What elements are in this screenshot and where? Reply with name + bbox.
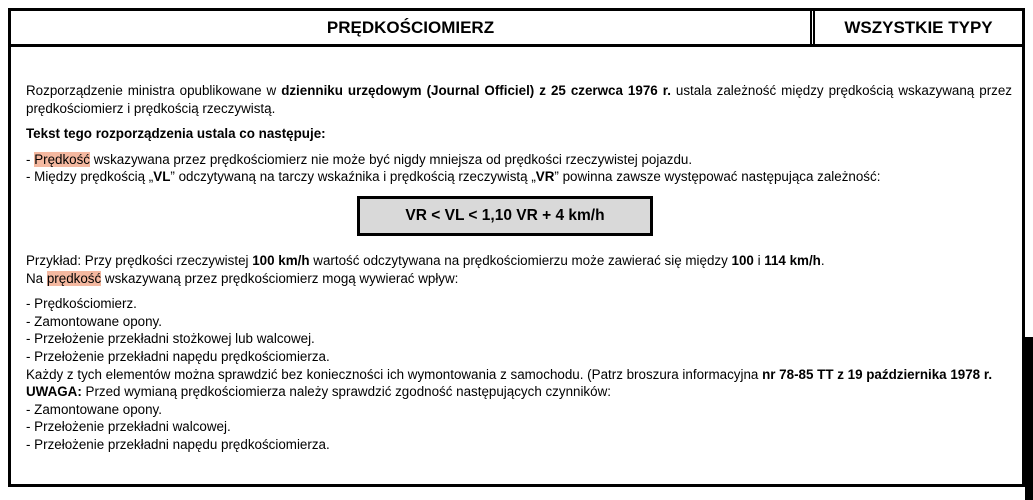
example-line: [26, 252, 1012, 270]
intro-reference: dzienniku urzędowym (Journal Officiel) z 25 czerwca 1976 r.: [281, 83, 671, 98]
vr-symbol: VR: [535, 169, 555, 185]
list-item: - Przełożenie przekładni stożkowej lub walcowej.: [26, 331, 315, 347]
rule-1: [26, 151, 1012, 169]
rule-2: [26, 168, 1012, 186]
header: [11, 11, 1022, 47]
brochure-reference: nr 78-85 TT z 19 października 1978 r.: [762, 366, 993, 382]
example-max: 114 km/h: [764, 252, 821, 268]
highlighted-word: prędkość: [46, 270, 102, 286]
content: [26, 82, 1012, 454]
intro-text-end: ustala zależność między prędkością wskazywaną przez prędkościomierz i prędkością rzeczywistą.: [26, 83, 1012, 116]
influence-pre: Na: [26, 270, 47, 286]
vl-symbol: VL: [153, 169, 171, 185]
rule-1-text: wskazywana przez prędkościomierz nie może być nigdy mniejsza od prędkości rzeczywistej pojazdu.: [90, 151, 693, 167]
rule-2-text-b: ” odczytywaną na tarczy wskaźnika i prędkością rzeczywistą „: [170, 169, 536, 185]
list-item: - Zamontowane opony.: [26, 313, 162, 329]
rule-heading-text: Tekst tego rozporządzenia ustala co następuje:: [26, 126, 326, 142]
influence-post: wskazywaną przez prędkościomierz mogą wywierać wpływ:: [101, 270, 459, 286]
document-frame: [8, 8, 1025, 487]
formula-row: [26, 196, 1012, 242]
note-label: UWAGA:: [26, 384, 82, 400]
rule-heading: [26, 125, 1012, 143]
example-text-c: wartość odczytywana na prędkościomierzu może zawierać się między: [309, 252, 732, 268]
list-item: - Prędkościomierz.: [26, 296, 137, 312]
side-bar-mark: [1025, 337, 1033, 500]
list-item: - Przełożenie przekładni walcowej.: [26, 419, 231, 435]
example-min: 100: [731, 252, 754, 268]
check-text: Każdy z tych elementów można sprawdzić bez konieczności ich wymontowania z samochodu. (Patrz broszura informacyjna: [26, 366, 763, 382]
rule-2-text-c: ” powinna zawsze występować następująca zależność:: [554, 169, 881, 185]
rule-2-text-a: - Między prędkością „: [26, 169, 154, 185]
list-item: - Przełożenie przekładni napędu prędkościomierza.: [26, 436, 330, 452]
list-item: - Zamontowane opony.: [26, 401, 162, 417]
formula-box: VR < VL < 1,10 VR + 4 km/h: [357, 196, 653, 236]
check-paragraph: [26, 366, 1012, 384]
applicability-tag: WSZYSTKIE TYPY: [844, 18, 993, 37]
list-item: - Przełożenie przekładni napędu prędkościomierza.: [26, 348, 330, 364]
example-text-a: Przykład: Przy prędkości rzeczywistej: [26, 252, 253, 268]
example-and: i: [753, 252, 765, 268]
influence-line: [26, 270, 1012, 288]
intro-text: Rozporządzenie ministra opublikowane w: [26, 83, 282, 98]
rule-1-dash: -: [26, 151, 35, 167]
example-period: .: [820, 252, 825, 268]
example-speed: 100 km/h: [252, 252, 310, 268]
page-title: PRĘDKOŚCIOMIERZ: [326, 18, 495, 37]
note-text: Przed wymianą prędkościomierza należy sprawdzić zgodność następujących czynników:: [81, 384, 611, 400]
intro-paragraph: [26, 82, 1012, 117]
note-line: [26, 383, 1012, 401]
highlighted-word: Prędkość: [34, 151, 91, 167]
